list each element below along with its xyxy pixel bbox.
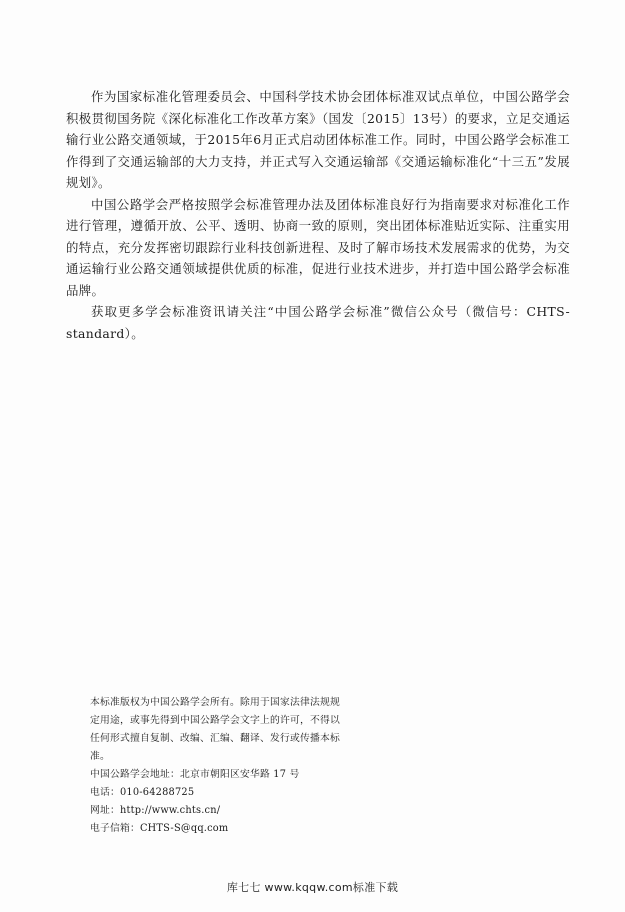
contact-address: 中国公路学会地址：北京市朝阳区安华路 17 号 bbox=[90, 769, 300, 780]
intro-section bbox=[66, 86, 570, 344]
copyright-notice: 本标准版权为中国公路学会所有。除用于国家法律法规规定用途，或事先得到中国公路学会文字上的许可，不得以任何形式擅自复制、改编、汇编、翻译、发行或传播本标准。 bbox=[90, 697, 340, 762]
copyright-block bbox=[90, 694, 340, 838]
contact-website: 网址：http://www.chts.cn/ bbox=[90, 805, 221, 816]
download-watermark: 库七七 www.kqqw.com标准下载 bbox=[226, 881, 399, 894]
contact-email: 电子信箱：CHTS-S@qq.com bbox=[90, 823, 229, 834]
intro-paragraph-1: 作为国家标准化管理委员会、中国科学技术协会团体标准双试点单位，中国公路学会积极贯彻国务院《深化标准化工作改革方案》（国发〔2015〕13号）的要求，立足交通运输行业公路交通领域，于2015年6月正式启动团体标准工作。同时，中国公路学会标准工作得到了交通运输部的大力支持，并正式写入交通运输部《交通运输标准化“十三五”发展规划》。 bbox=[66, 89, 570, 190]
intro-paragraph-3: 获取更多学会标准资讯请关注“中国公路学会标准”微信公众号（微信号：CHTS-standard）。 bbox=[66, 304, 570, 341]
intro-paragraph-2: 中国公路学会严格按照学会标准管理办法及团体标准良好行为指南要求对标准化工作进行管理，遵循开放、公平、透明、协商一致的原则，突出团体标准贴近实际、注重实用的特点，充分发挥密切跟踪行业科技创新进程、及时了解市场技术发展需求的优势，为交通运输行业公路交通领域提供优质的标准，促进行业技术进步，并打造中国公路学会标准品牌。 bbox=[66, 196, 570, 298]
contact-phone: 电话：010-64288725 bbox=[90, 787, 195, 798]
